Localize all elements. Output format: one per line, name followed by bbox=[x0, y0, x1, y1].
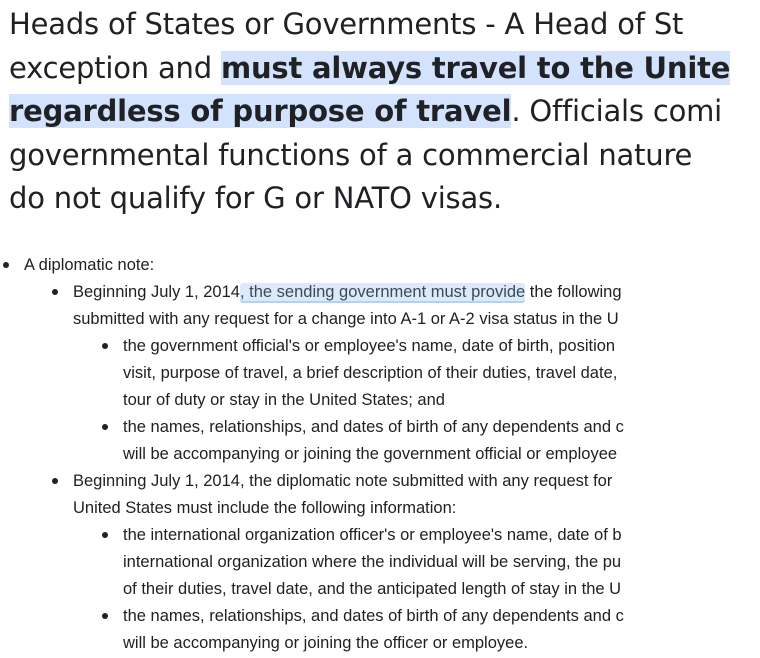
intro-line-4: governmental functions of a commercial nature bbox=[9, 137, 693, 172]
list-item-text: A diplomatic note: bbox=[24, 256, 155, 274]
bullet-icon bbox=[102, 532, 108, 538]
bullet-icon bbox=[102, 424, 108, 430]
list-item-line: United States must include the following information: bbox=[73, 499, 457, 517]
list-item bbox=[0, 279, 760, 333]
list-item-line: the names, relationships, and dates of birth of any dependents and c bbox=[123, 607, 624, 625]
bullet-icon bbox=[52, 478, 58, 484]
list-item bbox=[0, 333, 760, 414]
bullet-icon bbox=[3, 262, 9, 268]
list-item-line: of their duties, travel date, and the anticipated length of stay in the U bbox=[123, 580, 622, 598]
list-item-line: will be accompanying or joining the government official or employee bbox=[123, 445, 618, 463]
list-item bbox=[0, 522, 760, 603]
list-item-line: Beginning July 1, 2014, the diplomatic note submitted with any request for bbox=[73, 472, 613, 490]
bullet-icon bbox=[52, 289, 58, 295]
intro-line-3 bbox=[9, 90, 723, 134]
list-item bbox=[0, 252, 760, 279]
highlighted-text: regardless of purpose of travel bbox=[9, 94, 512, 128]
list-item-text: Beginning July 1, 2014 bbox=[73, 283, 240, 301]
list-item-line: submitted with any request for a change into A-1 or A-2 visa status in the U bbox=[73, 310, 619, 328]
list-item-text: the following bbox=[525, 283, 622, 301]
list-item-line: tour of duty or stay in the United States; and bbox=[123, 391, 445, 409]
intro-line-1: Heads of States or Governments - A Head of St bbox=[9, 7, 684, 41]
list-item bbox=[0, 468, 760, 522]
bullet-icon bbox=[102, 343, 108, 349]
list-item-line: will be accompanying or joining the officer or employee. bbox=[123, 634, 529, 652]
intro-line-2-text: exception and bbox=[9, 50, 221, 85]
intro-line-5: do not qualify for G or NATO visas. bbox=[9, 181, 502, 215]
highlighted-text: must always travel to the Unite bbox=[220, 50, 731, 85]
intro-line-2 bbox=[9, 47, 731, 91]
list-item bbox=[0, 603, 760, 657]
list-item-line: visit, purpose of travel, a brief description of their duties, travel date, bbox=[123, 364, 618, 382]
requirements-list bbox=[0, 252, 760, 657]
bullet-icon bbox=[102, 613, 108, 619]
list-item-line: the government official's or employee's name, date of birth, position bbox=[123, 337, 616, 355]
intro-paragraph bbox=[9, 3, 731, 221]
list-item-line: the international organization officer's or employee's name, date of b bbox=[123, 526, 622, 544]
list-item-line: international organization where the individual will be serving, the pu bbox=[123, 553, 622, 571]
list-item-line bbox=[73, 279, 760, 306]
list-item bbox=[0, 414, 760, 468]
list-item-line: the names, relationships, and dates of birth of any dependents and c bbox=[123, 418, 624, 436]
intro-line-3-text: . Officials comi bbox=[511, 94, 723, 128]
marked-text: , the sending government must provide bbox=[239, 283, 526, 301]
